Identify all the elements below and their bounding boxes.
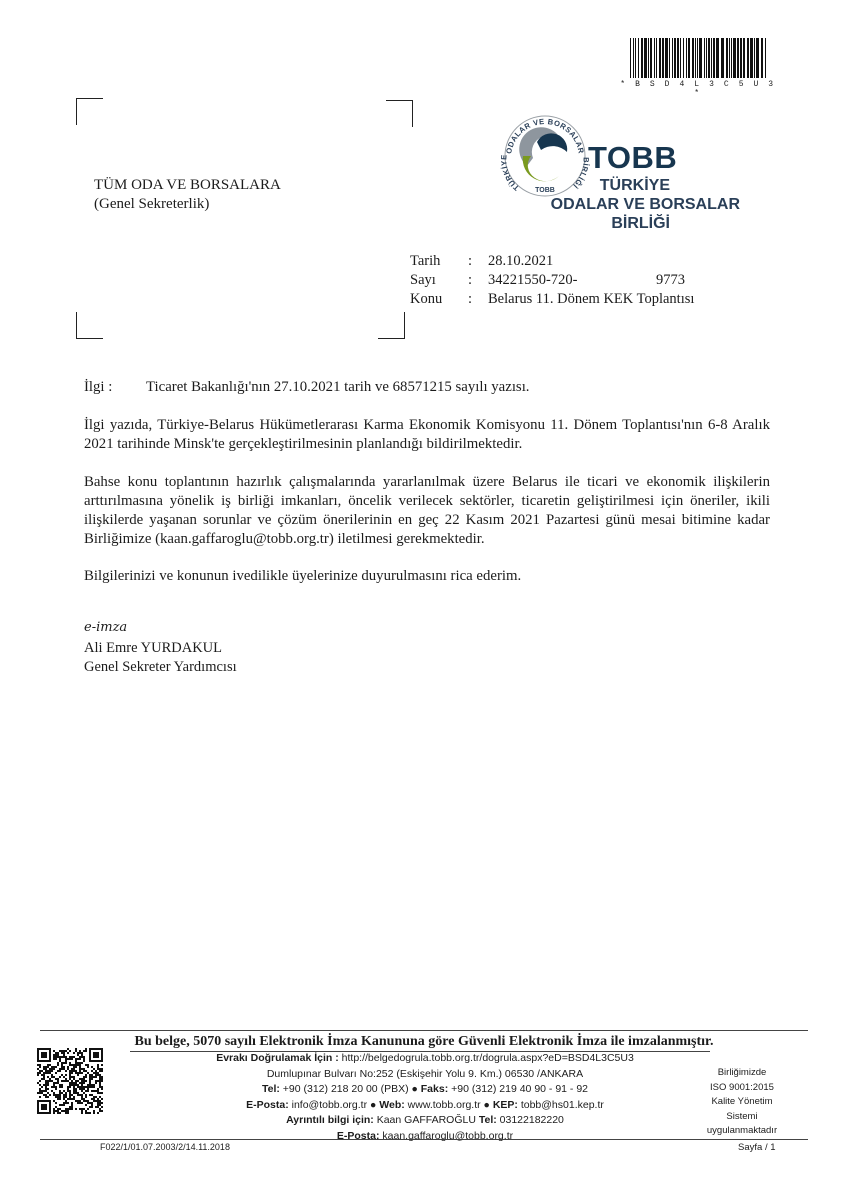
iso-line-2: ISO 9001:2015 [710,1081,774,1093]
date-colon: : [468,253,473,269]
verification-qr-code [37,1048,103,1114]
bullet-icon: ● [370,1098,377,1111]
kep-link[interactable]: tobb@hs01.kep.tr [520,1098,604,1111]
logo-sub-line2: ODALAR VE BORSALAR [550,196,740,213]
address-window-corner-top-right [386,100,413,127]
signer-name: Ali Emre YURDAKUL [84,640,222,656]
page-label: Sayfa [738,1142,763,1153]
web-link[interactable]: www.tobb.org.tr [407,1098,481,1111]
fax-value: +90 (312) 219 40 90 - 91 - 92 [451,1083,589,1096]
bullet-icon: ● [411,1083,418,1096]
verify-link[interactable]: http://belgedogrula.tobb.org.tr/dogrula.aspx?eD=BSD4L3C5U3 [341,1052,634,1064]
subject-colon: : [468,291,473,307]
contact-email-link[interactable]: kaan.gaffaroglu@tobb.org.tr [382,1129,514,1142]
recipient-block [94,176,281,214]
signature-block [84,618,237,677]
iso-line-4: Sistemi [726,1110,758,1122]
email-link[interactable]: info@tobb.org.tr [291,1098,368,1111]
verify-label: Evrakı Doğrulamak İçin : [216,1052,339,1064]
footer-web-line [130,1098,720,1114]
contact-email-label: E-Posta: [336,1129,380,1142]
contact-tel-label: Tel: [478,1114,497,1127]
logo-ring-text-top: ODALAR VE BORSALAR [504,116,586,155]
address-window-corner-bottom-right [378,312,405,339]
recipient-name: TÜM ODA VE BORSALARA [94,177,281,193]
recipient-department: (Genel Sekreterlik) [94,196,210,212]
logo-ring-text-bottom: TOBB [535,187,555,194]
contact-name: Kaan GAFFAROĞLU [376,1114,476,1127]
tel-value: +90 (312) 218 20 00 (PBX) [282,1083,409,1096]
number-label: Sayı [410,272,436,288]
logo-sub-line3: BİRLİĞİ [611,215,670,232]
document-number-stamp: 9773 [656,272,685,288]
footer-bottom-rule [40,1139,808,1140]
body-paragraph-3: Bilgilerinizi ve konunun ivedilikle üyelerinize duyurulmasını rica ederim. [84,568,522,584]
logo-wordmark: TOBB [588,140,678,175]
reference-text: Ticaret Bakanlığı'nın 27.10.2021 tarih ve 68571215 sayılı yazısı. [146,379,530,395]
e-signature-mark: e-imza [84,620,128,635]
meta-number-row [410,271,694,290]
bullet-icon: ● [483,1098,490,1111]
logo-subtitle [540,176,740,233]
reference-line [84,378,770,397]
kep-label: KEP: [492,1098,518,1111]
meta-subject-row [410,290,694,309]
document-barcode [630,38,766,86]
footer-top-rule [40,1030,808,1031]
iso-certification-note [704,1066,780,1139]
date-label: Tarih [410,253,441,269]
subject-label: Konu [410,291,443,307]
body-paragraph-2: Bahse konu toplantının hazırlık çalışmalarında yararlanılmak üzere Belarus ile ticari ve ekonomik ilişkilerin arttırılmasına yönelik iş birliği imkanları, öncelik verilecek sektörler, ticaretin geliştirilmesi için öneriler, ikili ilişkilerde yaşanan sorunlar ve çözüm önerilerinin en geç 22 Kasım 2021 Pazartesi günü mesai bitimine kadar Birliğimize (kaan.gaffaroglu@tobb.org.tr) iletilmesi gerekmektedir. [84,474,770,547]
document-meta [410,252,694,309]
footer-address: Dumlupınar Bulvarı No:252 (Eskişehir Yolu 9. Km.) 06530 /ANKARA [266,1067,584,1080]
web-label: Web: [379,1098,405,1111]
date-value: 28.10.2021 [488,253,554,269]
reference-label: İlgi : [84,379,113,395]
svg-text:TÜRKİYE [499,154,521,193]
footer-phone-line [130,1082,720,1098]
contact-label: Ayrıntılı bilgi için: [286,1114,374,1127]
address-window-corner-top-left [76,98,103,125]
iso-line-1: Birliğimizde [717,1067,767,1078]
meta-date-row [410,252,694,271]
footer-contact-line [130,1113,720,1129]
fax-label: Faks: [420,1083,449,1096]
logo-ring-text-left: TÜRKİYE [499,153,521,193]
barcode-text: * B S D 4 L 3 C 5 U 3 * [620,80,776,98]
iso-line-3: Kalite Yönetim [711,1096,773,1107]
footer-e-signature-notice: Bu belge, 5070 sayılı Elektronik İmza Kanununa göre Güvenli Elektronik İmza ile imzalanmıştır. [134,1034,714,1049]
number-colon: : [468,272,473,288]
footer-contact-info [130,1051,720,1145]
footer-verify-line [130,1051,720,1067]
signer-title: Genel Sekreter Yardımcısı [84,659,237,675]
tel-label: Tel: [261,1083,280,1096]
page-value: / 1 [764,1142,776,1153]
logo-sub-line1: TÜRKİYE [599,177,670,194]
contact-tel: 03122182220 [499,1114,564,1127]
body-paragraph-1: İlgi yazıda, Türkiye-Belarus Hükümetlerarası Karma Ekonomik Komisyonu 11. Dönem Toplantısı'nın 6-8 Aralık 2021 tarihinde Minsk'te gerçekleştirilmesinin planlandığı bildirilmektedir. [84,417,770,452]
page-number [738,1142,776,1153]
email-label: E-Posta: [246,1098,289,1111]
subject-value: Belarus 11. Dönem KEK Toplantısı [488,291,695,307]
form-code: F022/1/01.07.2003/2/14.11.2018 [100,1142,230,1152]
address-window-corner-bottom-left [76,312,103,339]
number-value: 34221550-720- [488,272,578,288]
iso-line-5: uygulanmaktadır [706,1125,778,1136]
logo-ring-text-right: BİRLİĞİ [571,157,591,191]
